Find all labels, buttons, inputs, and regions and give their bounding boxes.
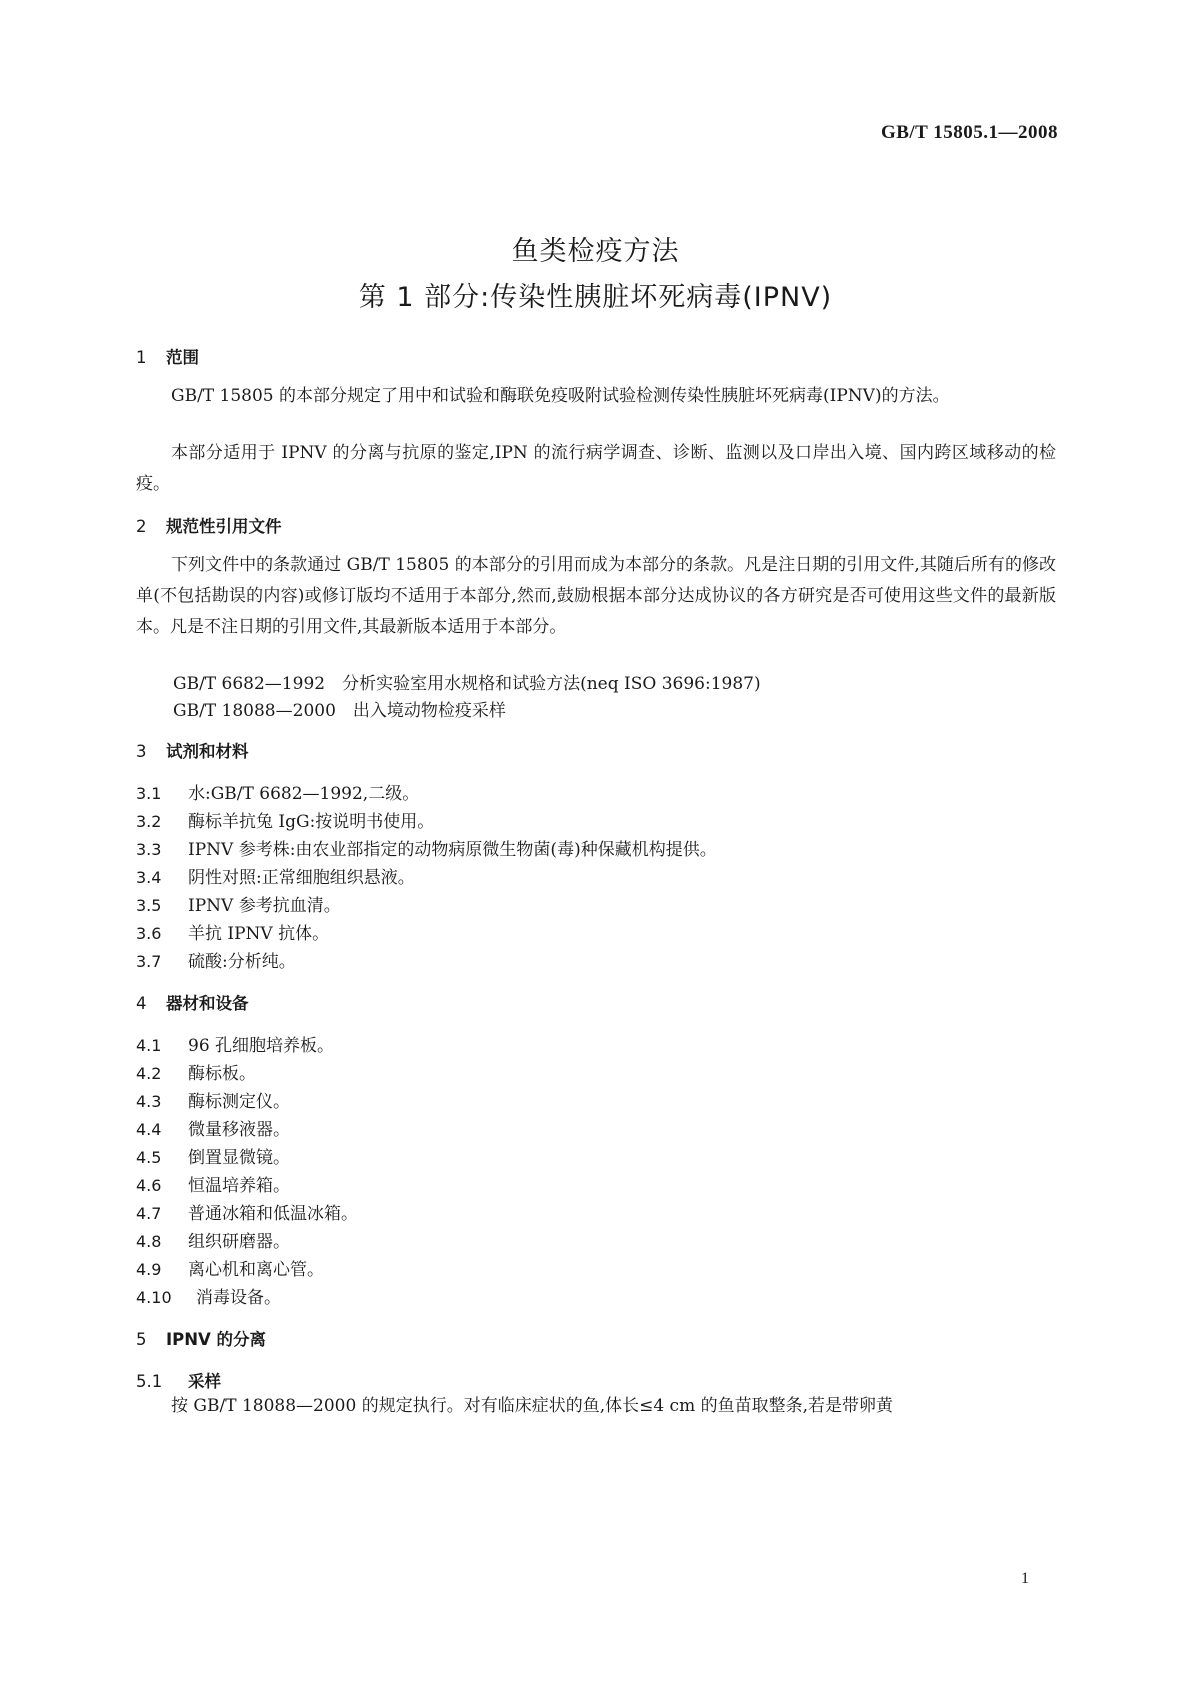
list-item [136,1283,281,1308]
item-text: IPNV 参考抗血清。 [188,896,341,916]
item-text: IPNV 参考株:由农业部指定的动物病原微生物菌(毒)种保藏机构提供。 [188,840,717,860]
document-subtitle: 第 1 部分:传染性胰脏坏死病毒(IPNV) [358,282,833,313]
section-title: 器材和设备 [166,994,249,1013]
section-number: 1 [136,348,147,367]
list-item [136,1255,324,1280]
section-title: 范围 [166,348,199,367]
item-number: 3.1 [136,784,162,803]
list-item [136,1227,290,1252]
item-number: 3.3 [136,840,162,859]
item-text: 羊抗 IPNV 抗体。 [188,924,330,944]
list-item [136,1199,358,1224]
section-number: 3 [136,742,147,761]
section-4-heading [136,990,249,1014]
item-text: 微量移液器。 [188,1120,290,1140]
document-title: 鱼类检疫方法 [511,236,680,267]
item-text: 消毒设备。 [196,1288,281,1308]
reference-item: GB/T 18088—2000 出入境动物检疫采样 [173,701,506,721]
item-number: 4.1 [136,1036,162,1055]
item-number: 3.7 [136,952,162,971]
section-1-heading [136,344,199,368]
section-2-heading [136,513,282,537]
item-number: 3.2 [136,812,162,831]
list-item [136,1087,290,1112]
list-item [136,947,296,972]
subsection-number: 5.1 [136,1372,163,1391]
subsection-5-1-heading [136,1368,221,1392]
item-number: 4.4 [136,1120,162,1139]
section-number: 4 [136,994,147,1013]
item-number: 4.10 [136,1288,172,1307]
item-text: 恒温培养箱。 [188,1176,290,1196]
item-text: 酶标板。 [188,1064,256,1084]
section-title: 规范性引用文件 [166,517,282,536]
item-number: 4.2 [136,1064,162,1083]
item-number: 4.7 [136,1204,162,1223]
section-3-heading [136,738,249,762]
section-5-heading [136,1326,266,1350]
list-item [136,1115,290,1140]
item-text: 组织研磨器。 [188,1232,290,1252]
item-text: 倒置显微镜。 [188,1148,290,1168]
item-text: 酶标羊抗兔 IgG:按说明书使用。 [188,812,435,832]
item-text: 阴性对照:正常细胞组织悬液。 [188,868,415,888]
section-number: 2 [136,517,147,536]
item-number: 4.5 [136,1148,162,1167]
item-number: 4.6 [136,1176,162,1195]
list-item [136,835,717,860]
list-item [136,863,415,888]
item-text: 水:GB/T 6682—1992,二级。 [188,784,420,804]
standard-code: GB/T 15805.1—2008 [880,122,1058,143]
list-item [136,1171,290,1196]
section-title: 试剂和材料 [166,742,249,761]
section-1-paragraph-1: GB/T 15805 的本部分规定了用中和试验和酶联免疫吸附试验检测传染性胰脏坏死病毒(IPNV)的方法。 [171,386,950,406]
list-item [136,1031,334,1056]
item-number: 4.8 [136,1232,162,1251]
page-number: 1 [1021,1570,1029,1587]
item-text: 离心机和离心管。 [188,1260,324,1280]
list-item [136,919,329,944]
item-text: 普通冰箱和低温冰箱。 [188,1204,358,1224]
list-item [136,807,434,832]
list-item [136,891,341,916]
section-number: 5 [136,1330,147,1349]
list-item [136,779,419,804]
item-text: 硫酸:分析纯。 [188,952,296,972]
list-item [136,1143,290,1168]
subsection-title: 采样 [188,1372,221,1391]
item-number: 4.9 [136,1260,162,1279]
reference-item: GB/T 6682—1992 分析实验室用水规格和试验方法(neq ISO 3696:1987) [173,674,761,694]
item-number: 3.6 [136,924,162,943]
subsection-5-1-paragraph: 按 GB/T 18088—2000 的规定执行。对有临床症状的鱼,体长≤4 cm 的鱼苗取整条,若是带卵黄 [171,1396,894,1416]
section-title: IPNV 的分离 [166,1330,267,1349]
section-2-paragraph: 下列文件中的条款通过 GB/T 15805 的本部分的引用而成为本部分的条款。凡是注日期的引用文件,其随后所有的修改单(不包括勘误的内容)或修订版均不适用于本部分,然而,鼓励根据本部分达成协议的各方研究是否可使用这些文件的最新版本。凡是不注日期的引用文件,其最新版本适用于本部分。 [136,555,1056,637]
item-text: 酶标测定仪。 [188,1092,290,1112]
item-number: 3.5 [136,896,162,915]
section-1-paragraph-2: 本部分适用于 IPNV 的分离与抗原的鉴定,IPN 的流行病学调查、诊断、监测以及口岸出入境、国内跨区域移动的检疫。 [136,443,1056,494]
item-number: 4.3 [136,1092,162,1111]
list-item [136,1059,256,1084]
item-text: 96 孔细胞培养板。 [188,1036,335,1056]
item-number: 3.4 [136,868,162,887]
